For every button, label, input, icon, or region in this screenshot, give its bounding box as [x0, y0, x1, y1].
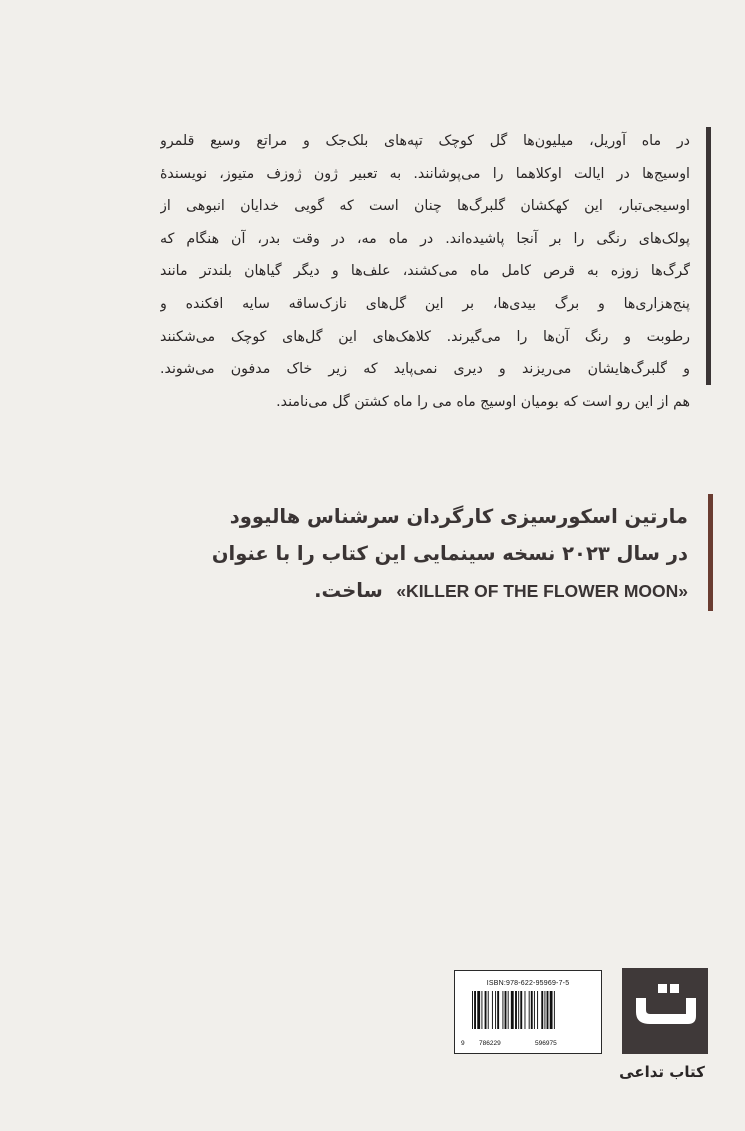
synopsis-line: رطوبت و رنگ آن‌ها را می‌گیرند. کلاهک‌های این گل‌های کوچک می‌شکنند	[160, 328, 690, 345]
barcode-digits-right: 596975	[535, 1040, 557, 1047]
barcode-digit-first: 9	[461, 1040, 465, 1047]
publisher-name: کتاب تداعی	[619, 1063, 705, 1081]
synopsis-line: در ماه آوریل، میلیون‌ها گل کوچک تپه‌های بلک‌جک و مراتع وسیع قلمرو	[160, 133, 690, 149]
film-note-line: مارتین اسکورسیزی کارگردان سرشناس هالیوود	[229, 505, 688, 528]
film-note	[211, 498, 688, 610]
synopsis-paragraph	[160, 125, 690, 418]
isbn-barcode-box	[454, 970, 602, 1054]
synopsis-line: اوسیجی‌تبار، این کهکشان گلبرگ‌ها چنان است که گویی خدایان انبوهی از	[160, 198, 690, 215]
isbn-label: ISBN:978-622-95969-7-5	[486, 980, 570, 987]
barcode-icon	[470, 991, 590, 1037]
synopsis-line: پولک‌های رنگی را بر آنجا پاشیده‌اند. در ماه مه، در وقت بدر، آن هنگام که	[160, 230, 690, 247]
film-note-title-line	[228, 572, 688, 610]
film-note-accent-bar	[708, 494, 713, 611]
film-note-line: در سال ۲۰۲۳ نسخه سینمایی این کتاب را با عنوان	[211, 542, 688, 565]
film-note-line-end: ساخت.	[314, 579, 383, 602]
synopsis-line: گرگ‌ها زوزه به قرص کامل ماه می‌کشند، علف‌ها و دیگر گیاهان بلندتر مانند	[160, 263, 690, 280]
synopsis-line: اوسیج‌ها در ایالت اوکلاهما را می‌پوشانند. به تعبیر ژون ژوزف متیوز، نویسندهٔ	[160, 165, 690, 182]
synopsis-accent-bar	[706, 127, 711, 385]
synopsis-line: پنج‌هزاری‌ها و برگ بیدی‌ها، بر این گل‌های نازک‌ساقه سایه افکنده و	[160, 295, 690, 312]
film-title-english: «KILLER OF THE FLOWER MOON»	[396, 581, 688, 601]
publisher-logo	[622, 968, 708, 1054]
synopsis-line: و گلبرگ‌هایشان می‌ریزند و دیری نمی‌پاید که زیر خاک مدفون می‌شوند.	[160, 361, 690, 378]
publisher-logo-icon	[622, 968, 708, 1054]
barcode-digits-left: 786229	[479, 1040, 501, 1047]
synopsis-line: هم از این رو است که بومیان اوسیج ماه می را ماه کشتن گل می‌نامند.	[276, 393, 690, 410]
